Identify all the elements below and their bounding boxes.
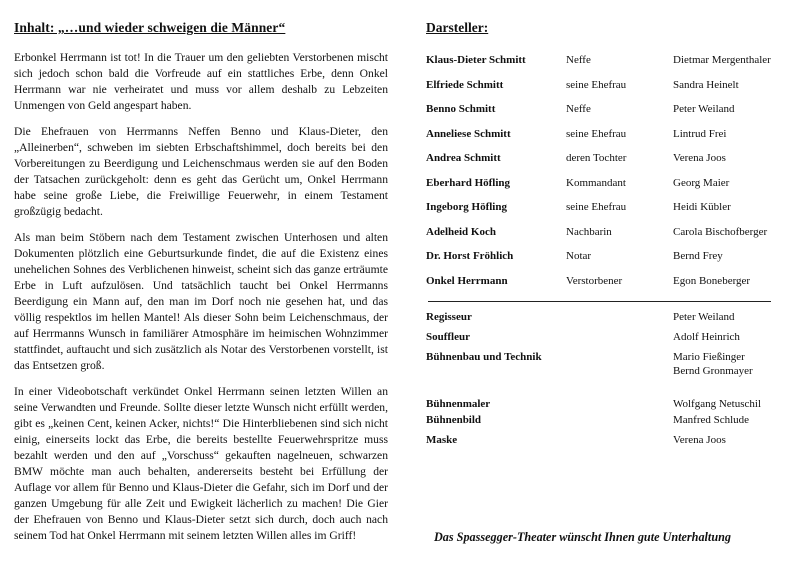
crew-function: Bühnenmaler bbox=[426, 398, 491, 410]
actor-name: Sandra Heinelt bbox=[673, 78, 739, 91]
cast-row bbox=[426, 48, 786, 73]
crew-function: Souffleur bbox=[426, 331, 470, 343]
crew-name: Mario Fießinger bbox=[673, 351, 745, 363]
character-relation: Neffe bbox=[566, 54, 591, 66]
cast-heading: Darsteller: bbox=[426, 20, 489, 35]
synopsis-paragraph: Die Ehefrauen von Herrmanns Neffen Benno und Klaus-Dieter, den „Alleinerben“, schweben im siebten Erbschaftshimmel, doch bereits bei den Vorbereitungen zu Beerdigung und Leichenschmaus werden sie auf den Boden der Tatsachen zurückgeholt: denn es geht das Gerücht um, Onkel Herrmann habe seine große Liebe, die Freiwillige Feuerwehr, in einem Testament großzügig bedacht. bbox=[14, 125, 388, 218]
actor-name: Georg Maier bbox=[673, 176, 730, 189]
synopsis-paragraph: In einer Videobotschaft verkündet Onkel Herrmann seinen letzten Willen an seine Verwandten und Freunde. Sollte dieser letzte Wunsch nicht erfüllt werden, gibt es „keinen Cent, keinen Acker, nichts!“ Die Hinterbliebenen sind sich nicht einig, einerseits lockt das Erbe, die bereits bestellte Feuerwehrspritze muss bezahlt werden und den auf „Vorschuss“ gekauften nagelneuen, schwarzen BMW möchte man auch behalten, andererseits besteht bei Erfüllung der Auflage vor allem für Benno und Klaus-Dieter die Gefahr, sich im Dorf und der ganzen Umgebung für alle Zeit und Ewigkeit lächerlich zu machen! Die Gier der Ehefrauen von Benno und Klaus-Dieter setzt sich durch, doch auch nach seinem Tod hat Onkel Herrmann mit seinem letzten Willen alles im Griff! bbox=[14, 385, 388, 542]
crew-row bbox=[426, 411, 786, 431]
cast-row bbox=[426, 97, 786, 122]
crew-row bbox=[426, 348, 786, 385]
cast-row bbox=[426, 220, 786, 245]
character-relation: seine Ehefrau bbox=[566, 201, 627, 213]
actor-name: Heidi Kübler bbox=[673, 201, 731, 213]
crew-name: Bernd Gronmayer bbox=[673, 365, 753, 377]
character-relation: Neffe bbox=[566, 103, 591, 115]
cast-section bbox=[426, 20, 786, 451]
character-name: Eberhard Höfling bbox=[426, 176, 511, 189]
character-name: Dr. Horst Fröhlich bbox=[426, 250, 514, 262]
crew-row bbox=[426, 431, 786, 451]
crew-name: Wolfgang Netuschil bbox=[673, 398, 762, 410]
character-relation: seine Ehefrau bbox=[566, 127, 627, 140]
crew-names bbox=[673, 348, 786, 385]
actor-name: Peter Weiland bbox=[673, 103, 735, 115]
character-relation: Notar bbox=[566, 250, 592, 262]
character-relation: Verstorbener bbox=[566, 274, 623, 287]
character-name: Onkel Herrmann bbox=[426, 274, 508, 287]
actor-name: Verena Joos bbox=[673, 152, 726, 164]
crew-name: Peter Weiland bbox=[673, 311, 735, 323]
cast-table bbox=[426, 48, 786, 293]
character-name: Anneliese Schmitt bbox=[426, 127, 511, 140]
crew-table bbox=[426, 308, 786, 451]
synopsis-section bbox=[14, 20, 388, 554]
actor-name: Carola Bischofberger bbox=[673, 225, 768, 238]
cast-row bbox=[426, 195, 786, 220]
character-name: Ingeborg Höfling bbox=[426, 201, 507, 213]
character-name: Benno Schmitt bbox=[426, 103, 496, 115]
actor-name: Dietmar Mergenthaler bbox=[673, 54, 771, 66]
actor-name: Bernd Frey bbox=[673, 250, 723, 262]
cast-row bbox=[426, 171, 786, 196]
crew-function: Bühnenbild bbox=[426, 414, 482, 426]
cast-row bbox=[426, 122, 786, 147]
cast-row bbox=[426, 269, 786, 294]
actor-name: Lintrud Frei bbox=[673, 127, 727, 140]
actor-name: Egon Boneberger bbox=[673, 274, 751, 287]
crew-function: Regisseur bbox=[426, 311, 472, 323]
synopsis-paragraph: Als man beim Stöbern nach dem Testament zwischen Unterhosen und alten Dokumenten plötzlich eine Geburtsurkunde findet, die auf die Existenz eines unehelichen Sohnes des Verblichenen hinweist, scheint sich das ganze erträumte Erbe in Luft aufzulösen. Und tatsächlich taucht bei Onkel Herrmanns Beerdigung ein Mann auf, den man im Dorf noch nie gesehen hat, und das völlig respektlos im hellen Mantel! Als dieser Sohn beim Leichenschmaus, der auf Herrmanns Wunsch in familiärer Atmosphäre im heimischen Wohnzimmer stattfindet, auftaucht und sich zusätzlich als Notar des Verstorbenen vorstellt, ist das Entsetzen groß. bbox=[14, 231, 388, 372]
synopsis-paragraph: Erbonkel Herrmann ist tot! In die Trauer um den geliebten Verstorbenen mischt sich jedoch schon bald die Vorfreude auf ein stattliches Erbe, denn Onkel Herrmann war nie verheiratet und muss vor allem deshalb zu Lebzeiten Unmengen von Geld angespart haben. bbox=[14, 51, 388, 112]
crew-row bbox=[426, 385, 786, 411]
character-relation: Nachbarin bbox=[566, 225, 612, 238]
section-divider bbox=[428, 301, 771, 302]
cast-row bbox=[426, 73, 786, 98]
character-name: Adelheid Koch bbox=[426, 225, 496, 238]
character-relation: deren Tochter bbox=[566, 152, 627, 164]
closing-message: Das Spassegger-Theater wünscht Ihnen gute Unterhaltung bbox=[434, 530, 731, 544]
character-name: Elfriede Schmitt bbox=[426, 78, 504, 91]
crew-function: Maske bbox=[426, 434, 458, 446]
character-name: Andrea Schmitt bbox=[426, 152, 501, 164]
crew-name: Verena Joos bbox=[673, 434, 726, 446]
crew-name: Manfred Schlude bbox=[673, 414, 750, 426]
crew-function: Bühnenbau und Technik bbox=[426, 351, 542, 363]
character-relation: seine Ehefrau bbox=[566, 78, 627, 91]
crew-row bbox=[426, 328, 786, 348]
character-relation: Kommandant bbox=[566, 176, 626, 189]
synopsis-heading: Inhalt: „…und wieder schweigen die Männer“ bbox=[14, 20, 286, 35]
crew-row bbox=[426, 308, 786, 328]
cast-row bbox=[426, 146, 786, 171]
character-name: Klaus-Dieter Schmitt bbox=[426, 54, 526, 66]
crew-name: Adolf Heinrich bbox=[673, 331, 740, 343]
cast-row bbox=[426, 244, 786, 269]
